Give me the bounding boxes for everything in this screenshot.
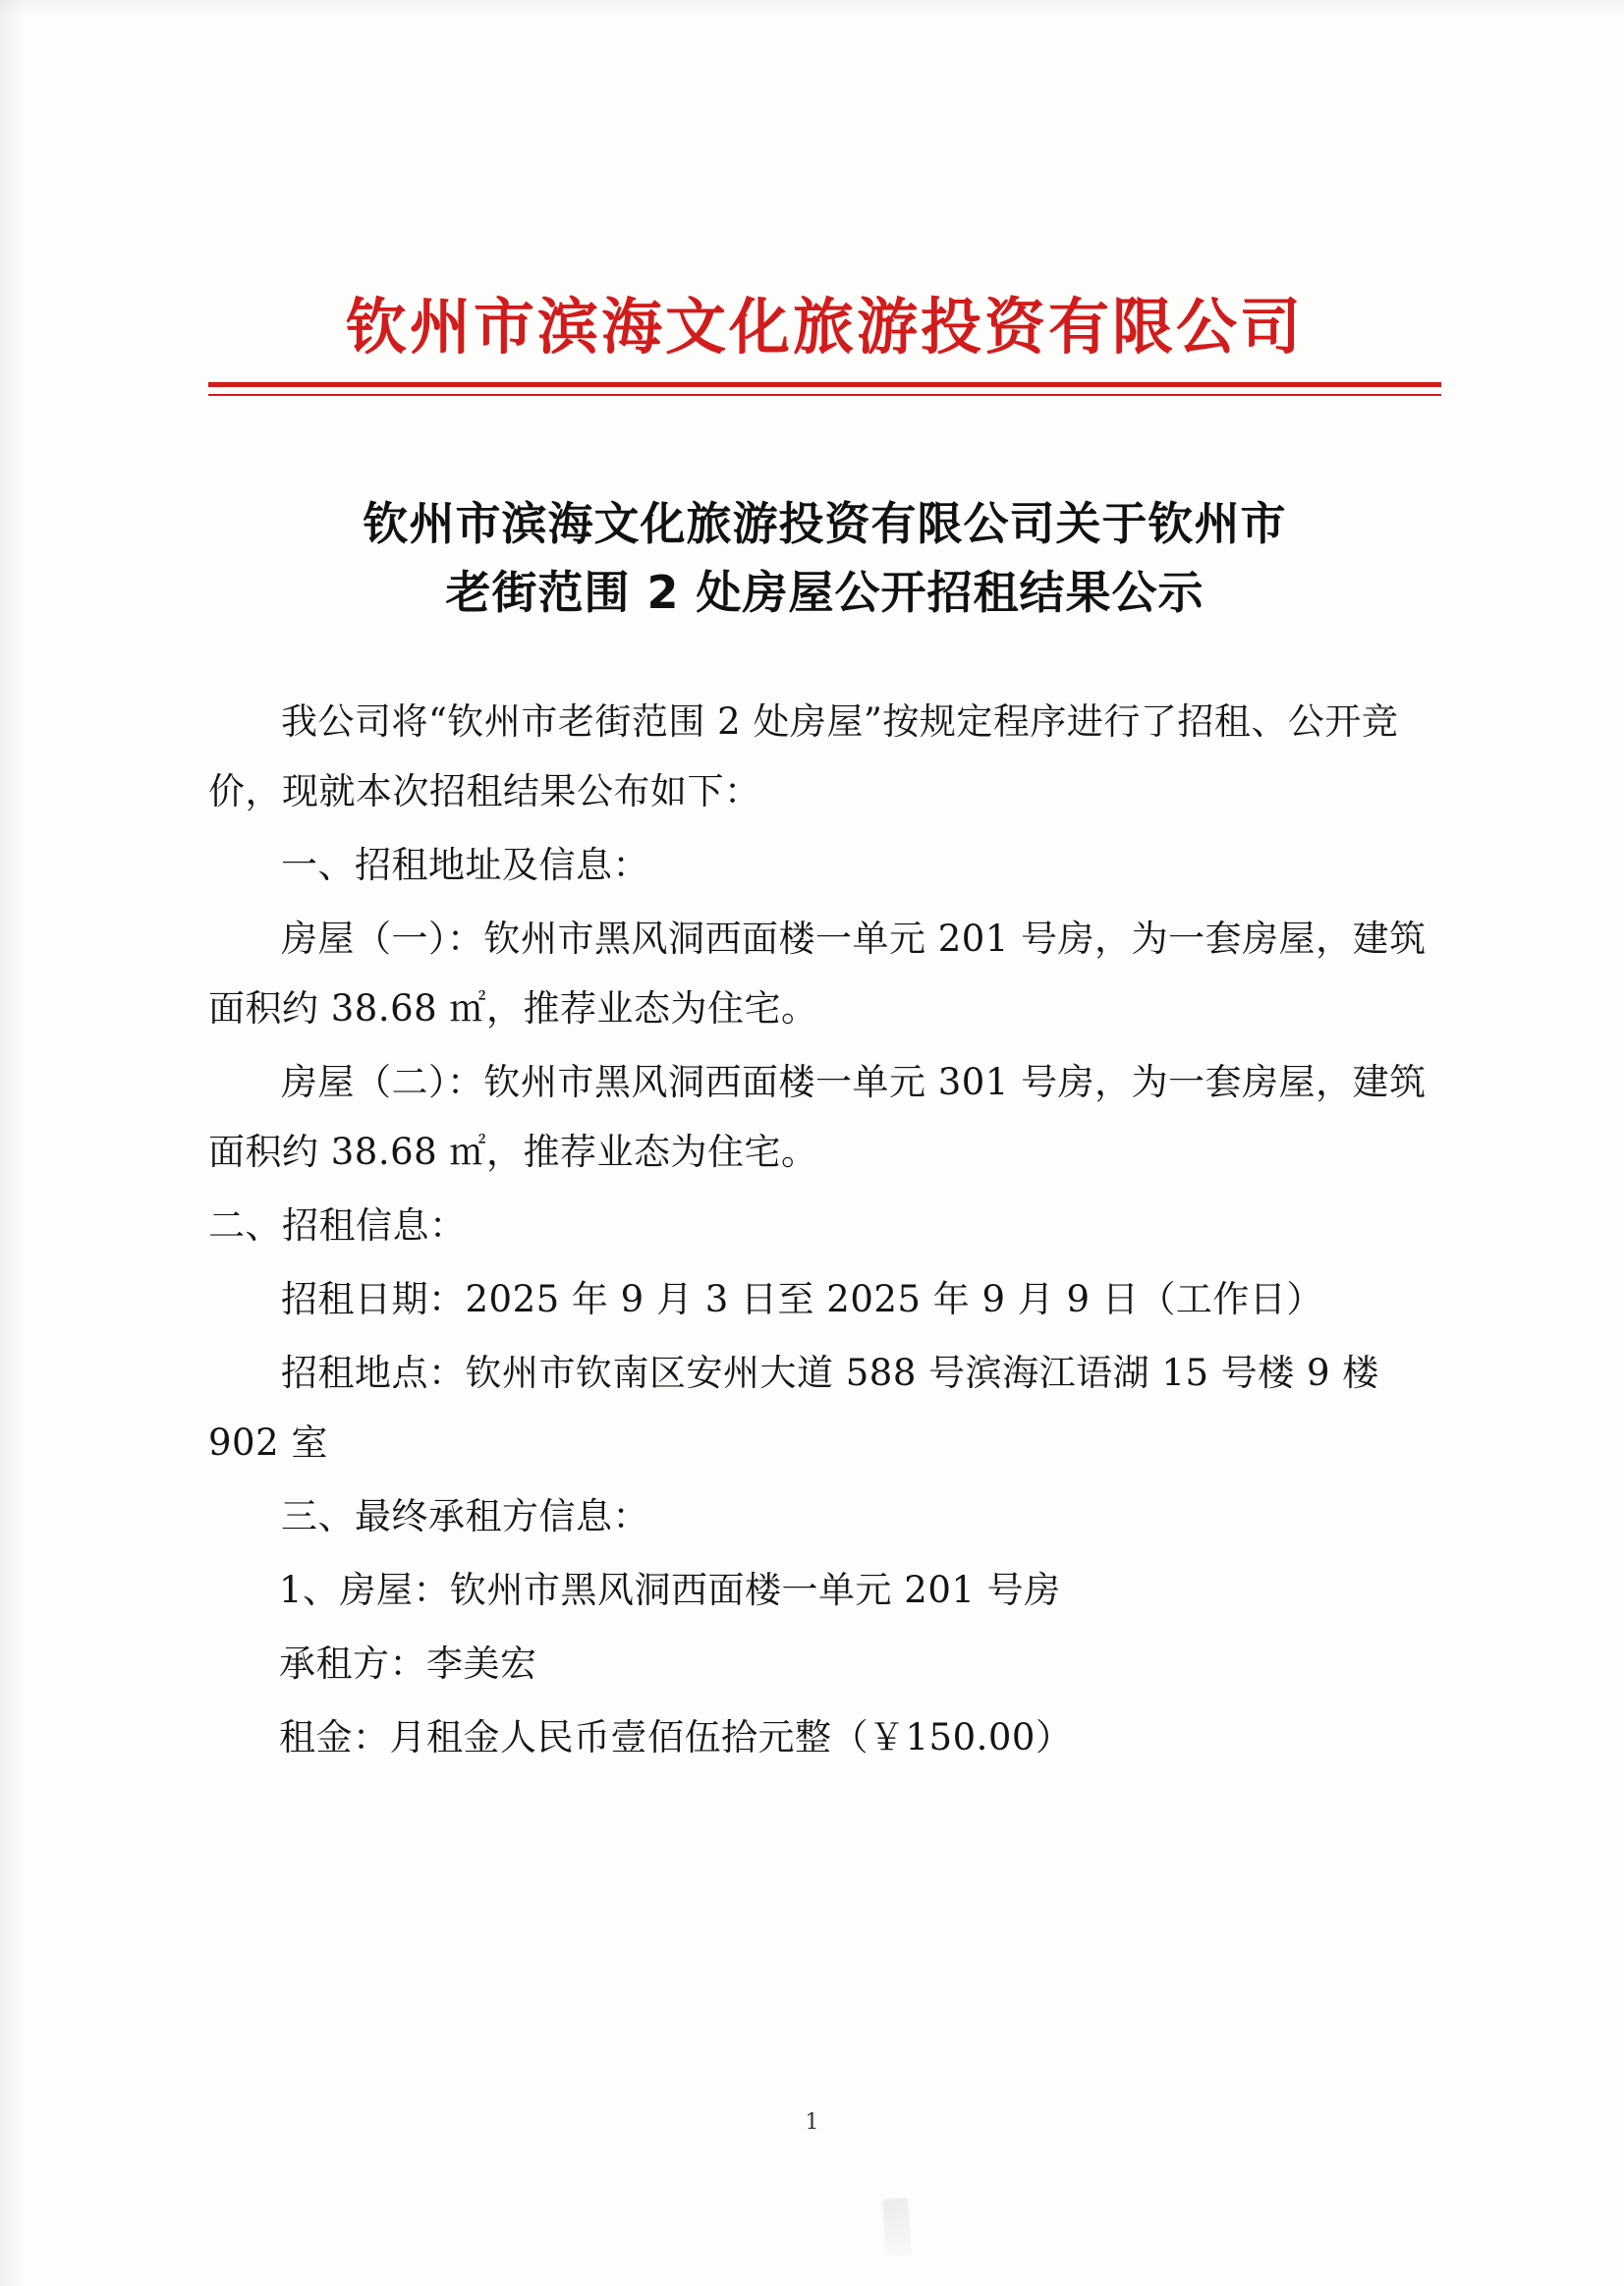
company-letterhead: 钦州市滨海文化旅游投资有限公司 [345, 291, 1304, 362]
letterhead-rule-thin [208, 394, 1441, 396]
page-title-line-2: 老街范围 2 处房屋公开招租结果公示 [445, 566, 1204, 619]
section-heading-3: 三、最终承租方信息： [281, 1495, 649, 1538]
paragraph-house-2: 房屋（二）：钦州市黑风洞西面楼一单元 301 号房，为一套房屋，建筑面积约 38.68 ㎡，推荐业态为住宅。 [208, 1061, 1427, 1174]
paragraph-intro: 我公司将“钦州市老街范围 2 处房屋”按规定程序进行了招租、公开竞价，现就本次招租结果公布如下： [208, 699, 1399, 812]
page-number: 1 [805, 2110, 819, 2135]
page-title [208, 490, 1441, 628]
paragraph-rent-date: 招租日期：2025 年 9 月 3 日至 2025 年 9 月 9 日（工作日） [281, 1278, 1323, 1321]
paragraph-result-rent: 租金：月租金人民币壹佰伍拾元整（￥150.00） [279, 1716, 1073, 1759]
paragraph-result-house: 1、房屋：钦州市黑风洞西面楼一单元 201 号房 [279, 1569, 1061, 1612]
document-body [208, 687, 1441, 1772]
document-content [208, 291, 1441, 1776]
page-title-line-1: 钦州市滨海文化旅游投资有限公司关于钦州市 [363, 497, 1287, 551]
scan-artifact [882, 2198, 912, 2257]
paragraph-house-1: 房屋（一）：钦州市黑风洞西面楼一单元 201 号房，为一套房屋，建筑面积约 38.68 ㎡，推荐业态为住宅。 [208, 918, 1427, 1031]
paragraph-rent-location: 招租地点：钦州市钦南区安州大道 588 号滨海江语湖 15 号楼 9 楼 902 室 [208, 1352, 1379, 1465]
letterhead-rule-gap [208, 387, 1441, 394]
section-heading-1: 一、招租地址及信息： [281, 843, 649, 886]
section-heading-2: 二、招租信息： [208, 1204, 467, 1248]
paragraph-result-tenant: 承租方：李美宏 [279, 1643, 537, 1686]
letterhead-rules [208, 382, 1441, 396]
